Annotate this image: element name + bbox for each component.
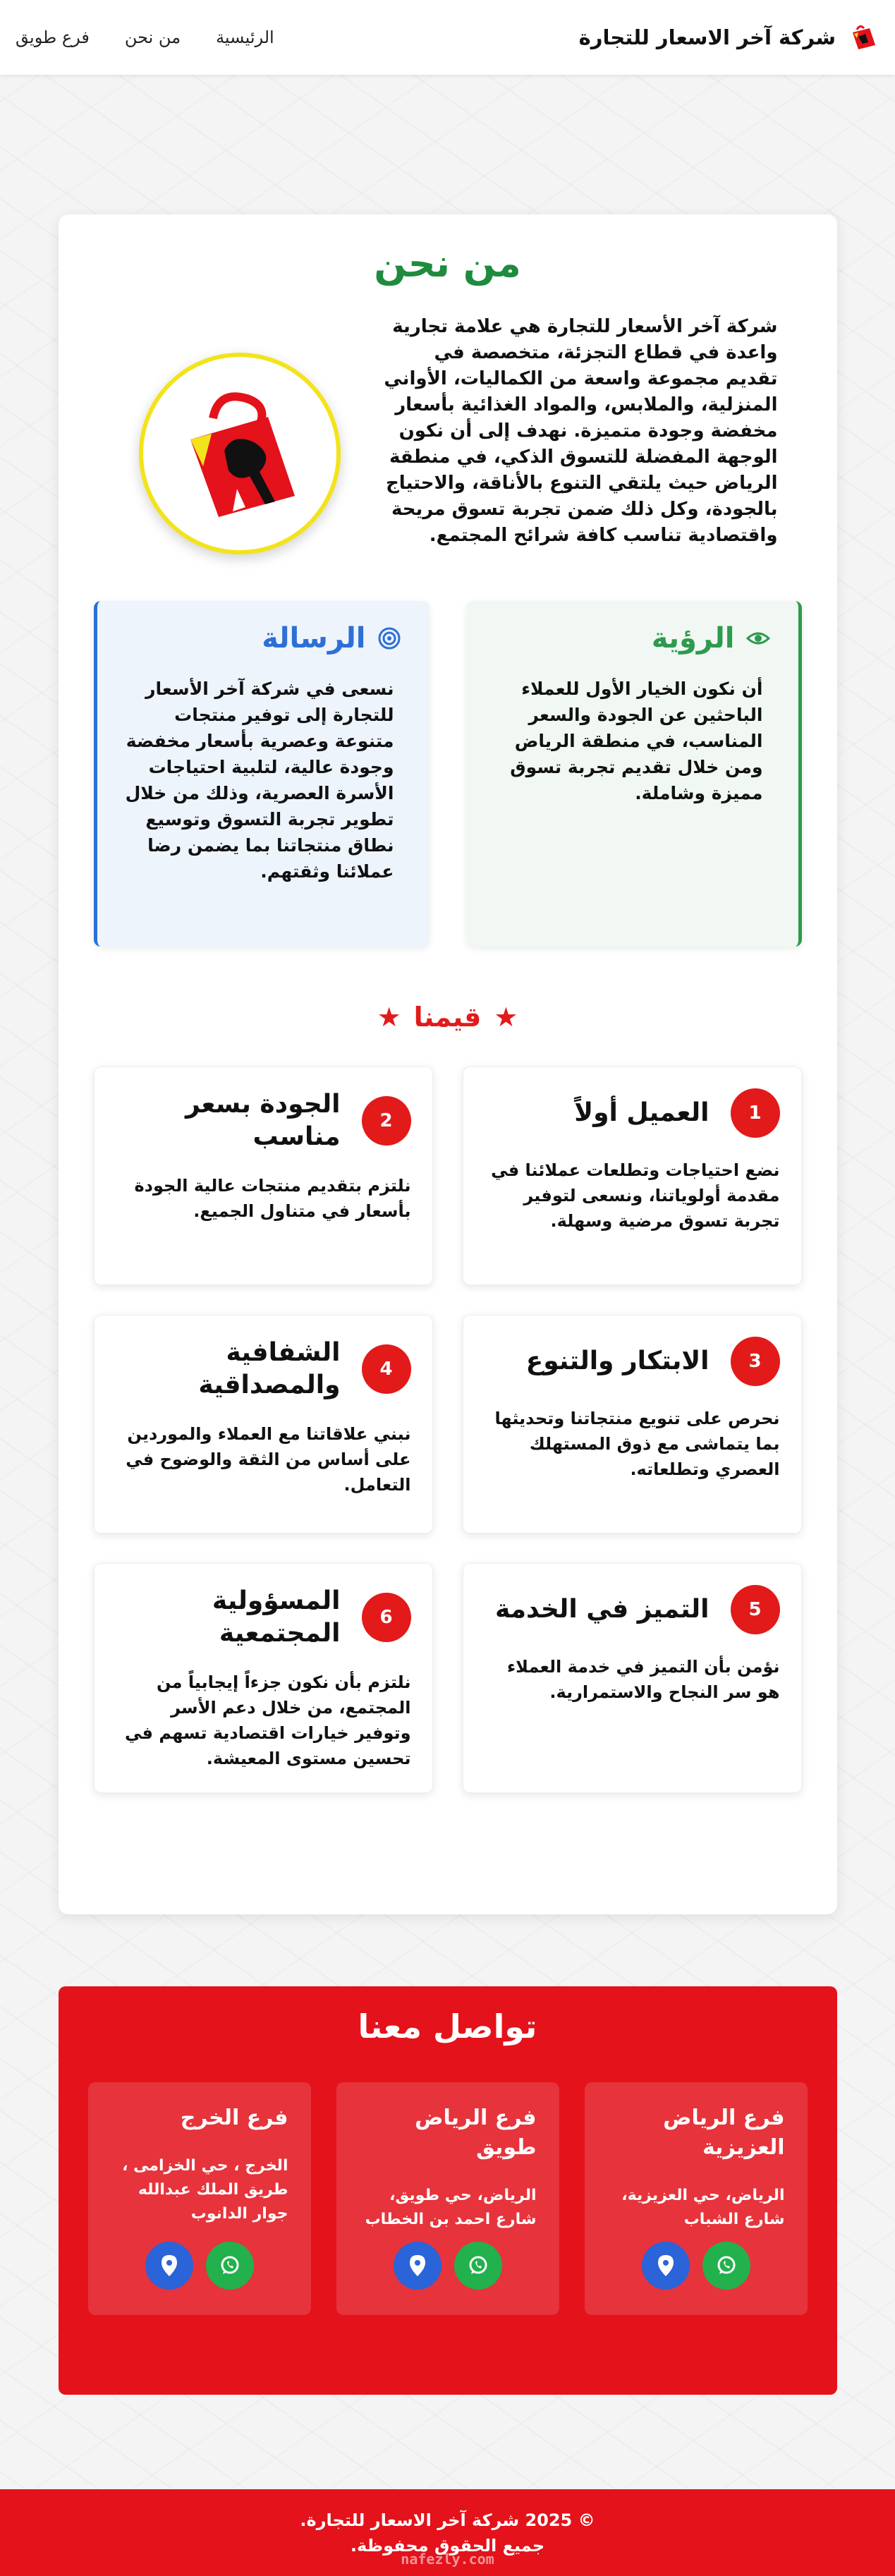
value-text: نضع احتياجات وتطلعات عملائنا في مقدمة أولوياتنا، ونسعى لتوفير تجربة تسوق مرضية وسهلة. [491, 1160, 780, 1231]
value-title: التميز في الخدمة [494, 1595, 710, 1624]
values-title [94, 1002, 802, 1033]
vision-text: أن نكون الخيار الأول للعملاء الباحثين عن الجودة والسعر المناسب، في منطقة الرياض ومن خلال تقديم تجربة تسوق مميزة وشاملة. [510, 679, 763, 803]
about-title: من نحن [374, 241, 521, 286]
value-card [463, 1067, 802, 1285]
vision-card [466, 601, 802, 947]
copyright-text: © 2025 شركة آخر الاسعار للتجارة. [300, 2510, 595, 2530]
nav-link-home[interactable]: الرئيسية [216, 28, 274, 47]
navbar [0, 0, 895, 75]
branch-card-kharj [88, 2082, 311, 2315]
location-button[interactable] [642, 2242, 690, 2290]
branch-address: الرياض، حي العزيزية، شارع الشباب [621, 2187, 785, 2228]
value-card [94, 1315, 433, 1533]
whatsapp-icon [467, 2254, 489, 2277]
target-icon [377, 626, 401, 650]
value-text: نبني علاقاتنا مع العملاء والموردين على أساس من الثقة والوضوح في التعامل. [126, 1424, 411, 1495]
branches [88, 2082, 808, 2315]
nav-link-tuwaiq-branch[interactable]: فرع طويق [16, 28, 90, 47]
location-button[interactable] [145, 2242, 193, 2290]
contact-title: تواصل معنا [358, 2007, 537, 2046]
value-number-badge: 6 [362, 1593, 411, 1642]
watermark: nafezly.com [401, 2551, 494, 2568]
company-logo [139, 353, 341, 554]
branch-actions [585, 2242, 808, 2290]
values-grid [94, 1067, 802, 1793]
branch-address: الخرج ، حي الخزامى ، طريق الملك عبدالله جوار الدانوب [122, 2157, 288, 2223]
value-text: نؤمن بأن التميز في خدمة العملاء هو سر النجاح والاستمرارية. [506, 1657, 780, 1702]
value-title: الابتكار والتنوع [525, 1347, 710, 1375]
values-title-text: قيمنا [413, 1002, 482, 1033]
nav-link-about[interactable]: من نحن [124, 28, 181, 47]
value-text: نلتزم بأن نكون جزءاً إيجابياً من المجتمع، من خلال دعم الأسر وتوفير خيارات اقتصادية تسهم في تحسين مستوى المعيشة. [125, 1672, 411, 1768]
map-pin-icon [657, 2254, 675, 2277]
value-number-badge: 2 [362, 1096, 411, 1146]
star-icon: ★ [494, 1002, 518, 1033]
whatsapp-icon [715, 2254, 738, 2277]
about-section [59, 214, 837, 1914]
value-card [94, 1067, 433, 1285]
rights-text: جميع الحقوق محفوظة. [350, 2535, 545, 2556]
value-text: نحرص على تنويع منتجاتنا وتحديثها بما يتماشى مع ذوق المستهلك العصري وتطلعاته. [494, 1409, 780, 1479]
value-number-badge: 1 [731, 1088, 780, 1138]
vision-title: الرؤية [651, 622, 735, 655]
value-title: العميل أولاً [574, 1098, 710, 1127]
nav-links [16, 28, 274, 47]
shopping-bag-logo-icon [169, 383, 310, 524]
map-pin-icon [160, 2254, 178, 2277]
map-pin-icon [408, 2254, 427, 2277]
whatsapp-button[interactable] [702, 2242, 750, 2290]
intro [94, 314, 802, 554]
value-card [463, 1315, 802, 1533]
value-title: المسؤولية المجتمعية [212, 1586, 341, 1648]
branch-name: فرع الرياض العزيزية [663, 2106, 785, 2160]
whatsapp-button[interactable] [454, 2242, 502, 2290]
mission-title: الرسالة [262, 622, 366, 655]
eye-icon [746, 626, 770, 650]
star-icon: ★ [377, 1002, 401, 1033]
intro-text: شركة آخر الأسعار للتجارة هي علامة تجارية واعدة في قطاع التجزئة، متخصصة في تقديم مجموعة واسعة من الكماليات، الأواني المنزلية، والملابس، والمواد الغذائية بأسعار مخفضة وجودة متميزة. نهدف إلى أن نكون الوجهة المفضلة للتسوق الذكي، في منطقة الرياض حيث يلتقي التنوع بالأناقة، والاحتياج بالجودة، وكل ذلك ضمن تجربة تسوق مريحة واقتصادية تناسب كافة شرائح المجتمع. [384, 316, 778, 546]
branch-name: فرع الرياض طويق [415, 2106, 537, 2160]
location-button[interactable] [394, 2242, 442, 2290]
branch-card-azizia [585, 2082, 808, 2315]
mission-card [94, 601, 430, 947]
value-title: الجودة بسعر مناسب [185, 1090, 341, 1151]
value-number-badge: 3 [731, 1337, 780, 1386]
brand-name: شركة آخر الاسعار للتجارة [578, 25, 836, 49]
branch-card-tuwaiq [336, 2082, 559, 2315]
vision-mission-row [94, 601, 802, 947]
value-card [463, 1563, 802, 1793]
whatsapp-icon [219, 2254, 241, 2277]
value-number-badge: 4 [362, 1344, 411, 1394]
brand[interactable] [579, 23, 878, 52]
whatsapp-button[interactable] [206, 2242, 254, 2290]
value-title: الشفافية والمصداقية [198, 1338, 341, 1399]
vision-header [487, 622, 770, 655]
brand-logo-icon [848, 23, 878, 52]
branch-name: فرع الخرج [180, 2106, 288, 2130]
mission-text: نسعى في شركة آخر الأسعار للتجارة إلى توفير منتجات متنوعة وعصرية بأسعار مخفضة وجودة عالية، لتلبية احتياجات الأسرة العصرية، وذلك من خلال تطوير تجربة التسوق وتوسيع نطاق منتجاتنا بما يضمن رضا عملائنا وثقتهم. [125, 679, 394, 882]
value-text: نلتزم بتقديم منتجات عالية الجودة بأسعار في متناول الجميع. [134, 1176, 411, 1221]
value-card [94, 1563, 433, 1793]
contact-section [59, 1986, 837, 2395]
mission-header [118, 622, 401, 655]
branch-actions [336, 2242, 559, 2290]
branch-address: الرياض، حي طويق، شارع احمد بن الخطاب [365, 2187, 537, 2228]
footer [0, 2489, 895, 2576]
branch-actions [88, 2242, 311, 2290]
value-number-badge: 5 [731, 1585, 780, 1634]
